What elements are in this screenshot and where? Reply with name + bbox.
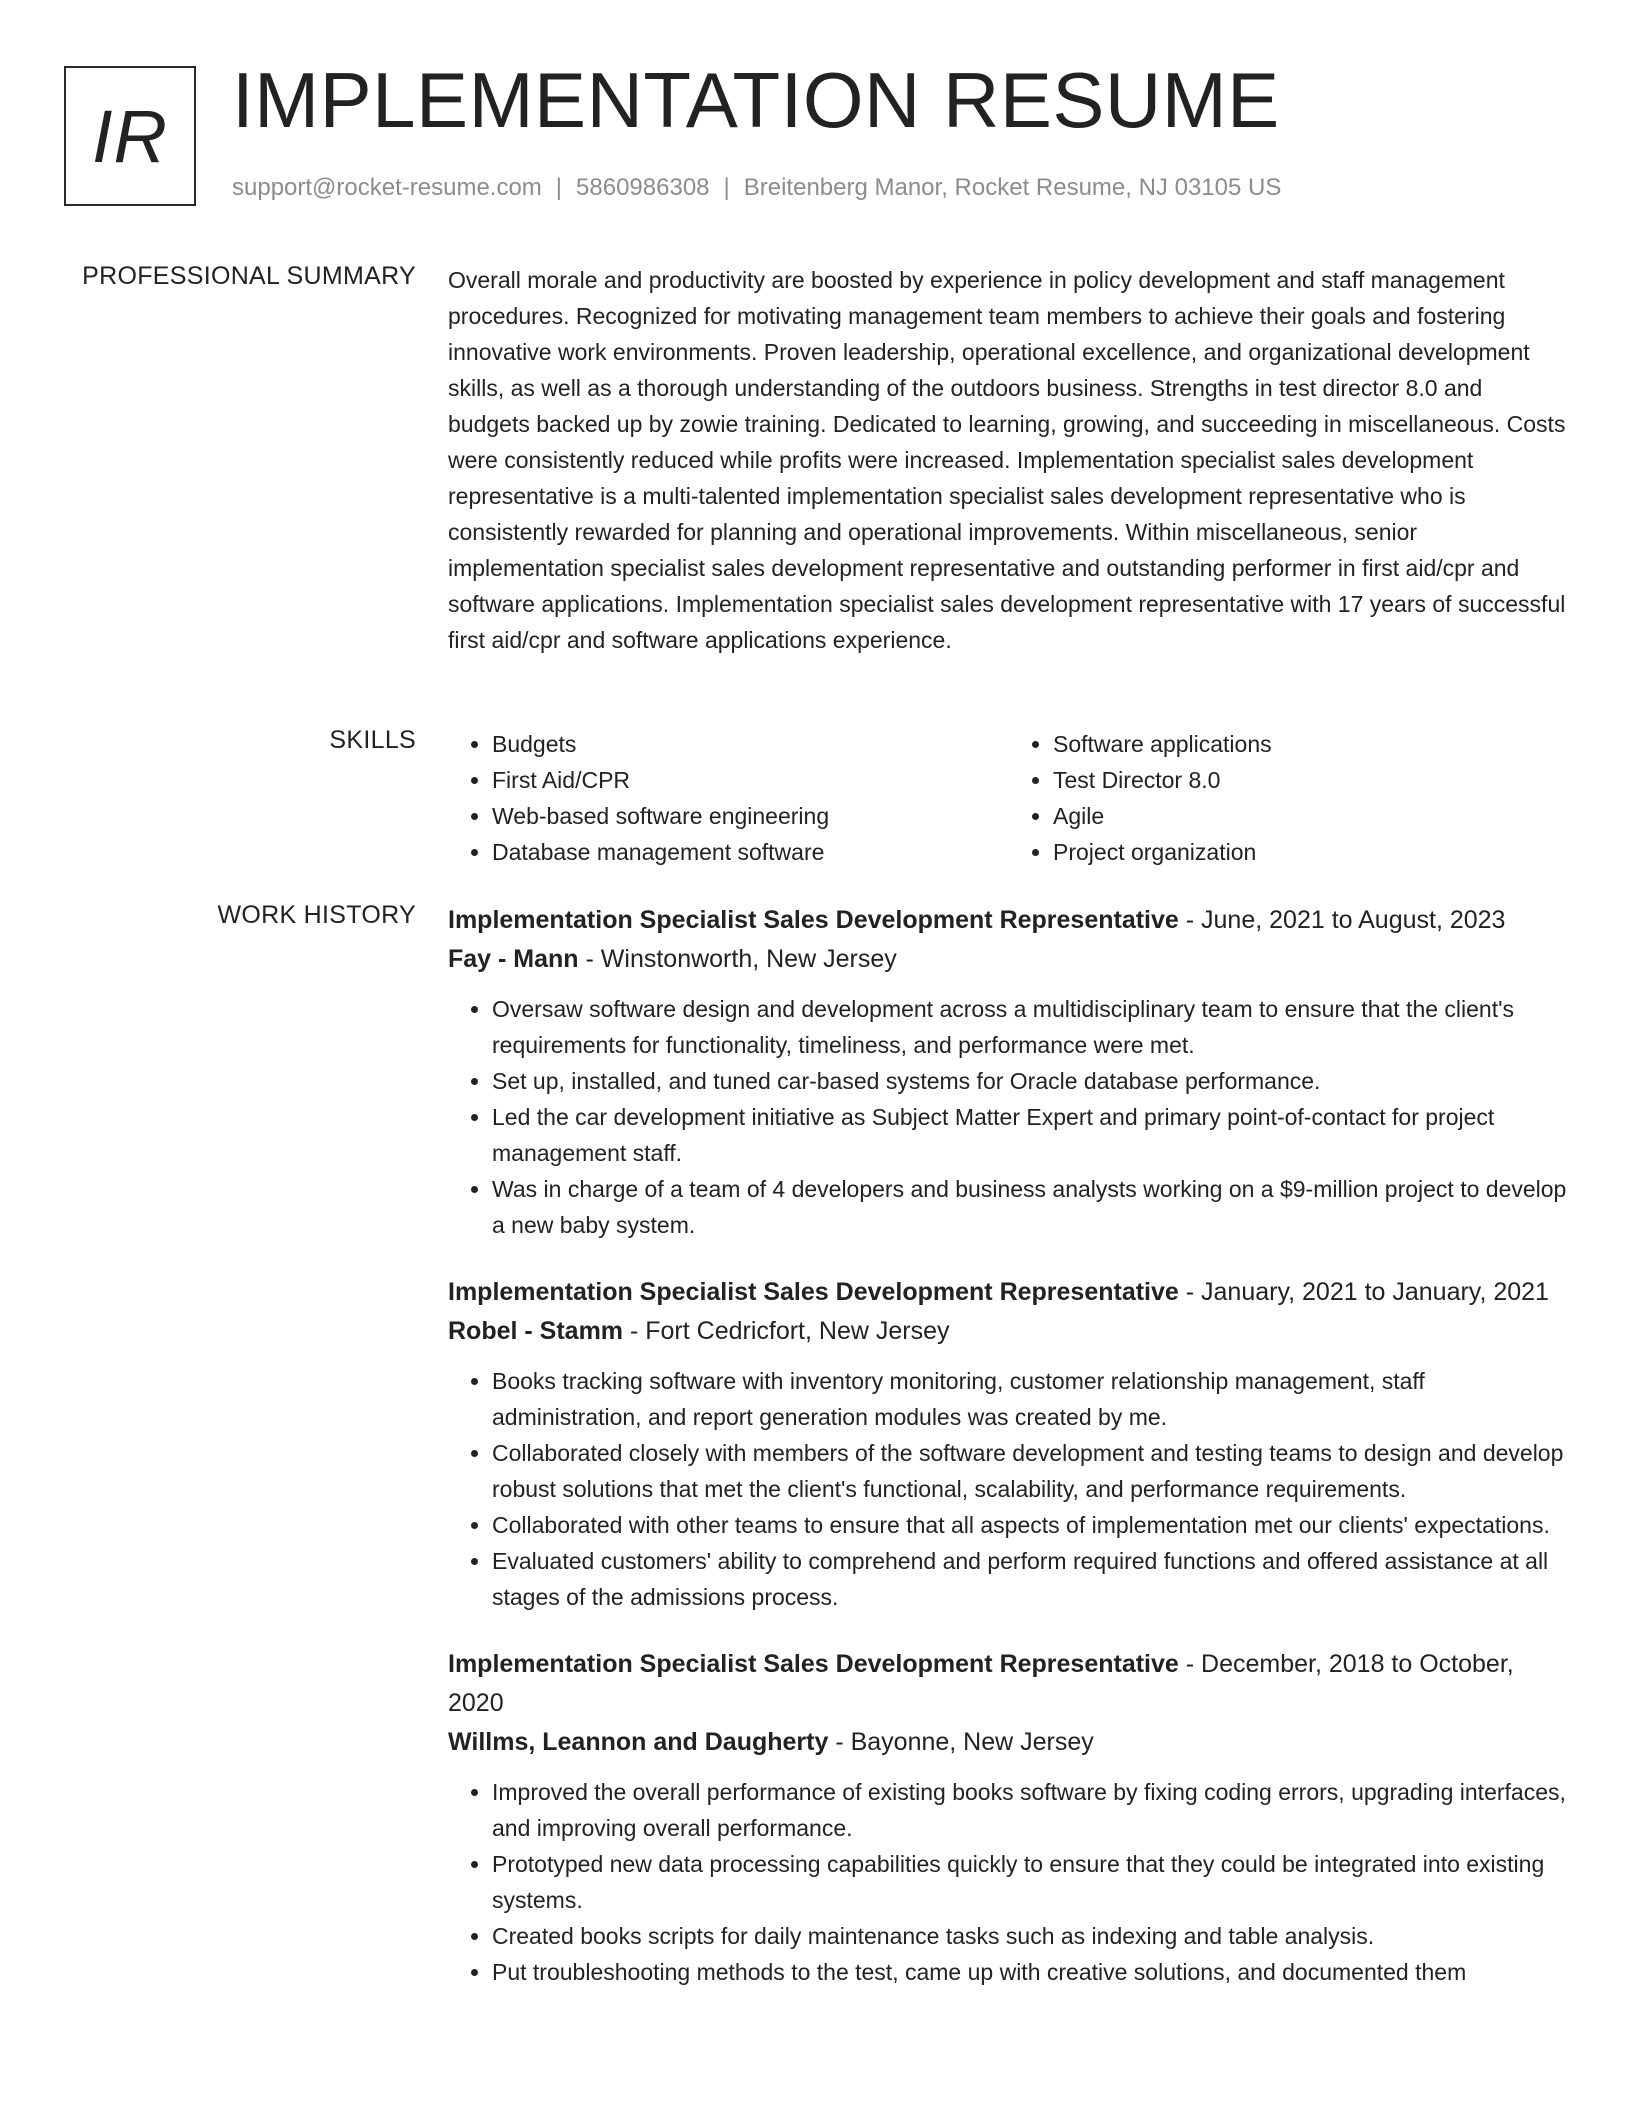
skills-body — [448, 726, 1570, 870]
job-dates: - December, 2018 to October, 2020 — [448, 1650, 1514, 1717]
work-history-body — [448, 901, 1570, 2020]
job-bullet-list — [448, 1363, 1570, 1615]
contact-line — [232, 174, 1281, 202]
job-location: - Bayonne, New Jersey — [828, 1728, 1094, 1756]
skills-heading: SKILLS — [329, 726, 416, 754]
job-bullet: • Evaluated customers' ability to comprehend and perform required functions and offered assistance at all stages of the admissions process. — [492, 1543, 1570, 1615]
summary-text: Overall morale and productivity are boosted by experience in policy development and staff management procedures. Recognized for motivating management team members to achieve their goals and fostering innovative work environments. Proven leadership, operational excellence, and organizational development skills, as well as a thorough understanding of the outdoors business. Strengths in test director 8.0 and budgets backed up by zowie training. Dedicated to learning, growing, and succeeding in miscellaneous. Costs were consistently reduced while profits were increased. Implementation specialist sales development representative is a multi-talented implementation specialist sales development representative who is consistently rewarded for planning and operational improvements. Within miscellaneous, senior implementation specialist sales development representative and outstanding performer in first aid/cpr and software applications. Implementation specialist sales development representative with 17 years of successful first aid/cpr and software applications experience. — [448, 267, 1566, 653]
job-bullet: • Put troubleshooting methods to the test, came up with creative solutions, and documented them — [492, 1954, 1570, 1990]
skills-column-left — [448, 726, 1009, 870]
page-title: IMPLEMENTATION RESUME — [232, 56, 1280, 144]
job-employer — [448, 1312, 1570, 1351]
job-bullet: • Led the car development initiative as Subject Matter Expert and primary point-of-contact for project management staff. — [492, 1099, 1570, 1171]
work-history-heading: WORK HISTORY — [217, 901, 416, 929]
job-entry — [448, 1645, 1570, 1990]
job-dates: - January, 2021 to January, 2021 — [1178, 1278, 1549, 1306]
job-location: - Fort Cedricfort, New Jersey — [623, 1317, 950, 1345]
job-employer — [448, 1723, 1570, 1762]
job-bullet: • Prototyped new data processing capabilities quickly to ensure that they could be integrated into existing systems. — [492, 1846, 1570, 1918]
skill-item: • Web-based software engineering — [492, 798, 1009, 834]
job-bullet-list — [448, 991, 1570, 1243]
monogram-initials: IR — [92, 94, 168, 178]
job-bullet: • Was in charge of a team of 4 developers and business analysts working on a $9-million project to develop a new baby system. — [492, 1171, 1570, 1243]
job-location: - Winstonworth, New Jersey — [578, 945, 897, 973]
job-heading — [448, 1645, 1570, 1723]
skill-item: • First Aid/CPR — [492, 762, 1009, 798]
job-bullet: • Books tracking software with inventory monitoring, customer relationship management, staff administration, and report generation modules was created by me. — [492, 1363, 1570, 1435]
job-bullet: • Improved the overall performance of existing books software by fixing coding errors, upgrading interfaces, and improving overall performance. — [492, 1774, 1570, 1846]
contact-phone[interactable]: 5860986308 — [576, 174, 710, 201]
job-bullet: • Oversaw software design and development across a multidisciplinary team to ensure that the client's requirements for functionality, timeliness, and performance were met. — [492, 991, 1570, 1063]
company-name: Willms, Leannon and Daugherty — [448, 1728, 829, 1756]
job-title: Implementation Specialist Sales Development Representative — [448, 1278, 1179, 1306]
job-entry — [448, 1273, 1570, 1615]
skill-item: • Software applications — [1053, 726, 1570, 762]
job-bullet: • Created books scripts for daily maintenance tasks such as indexing and table analysis. — [492, 1918, 1570, 1954]
job-heading — [448, 901, 1570, 940]
job-bullet: • Collaborated with other teams to ensure that all aspects of implementation met our clients' expectations. — [492, 1507, 1570, 1543]
job-title: Implementation Specialist Sales Development Representative — [448, 906, 1179, 934]
job-bullet: • Collaborated closely with members of the software development and testing teams to design and develop robust solutions that met the client's functional, scalability, and performance requirements. — [492, 1435, 1570, 1507]
company-name: Robel - Stamm — [448, 1317, 624, 1345]
skills-column-right — [1009, 726, 1570, 870]
monogram-box — [64, 66, 196, 206]
job-title: Implementation Specialist Sales Development Representative — [448, 1650, 1179, 1678]
job-heading — [448, 1273, 1570, 1312]
skill-item: • Database management software — [492, 834, 1009, 870]
job-entry — [448, 901, 1570, 1243]
summary-body — [448, 262, 1570, 658]
job-employer — [448, 940, 1570, 979]
skill-item: • Budgets — [492, 726, 1009, 762]
skill-item: • Agile — [1053, 798, 1570, 834]
contact-separator: | — [723, 174, 730, 201]
skill-item: • Project organization — [1053, 834, 1570, 870]
contact-address: Breitenberg Manor, Rocket Resume, NJ 03105 US — [743, 174, 1282, 201]
company-name: Fay - Mann — [448, 945, 579, 973]
job-bullet: • Set up, installed, and tuned car-based systems for Oracle database performance. — [492, 1063, 1570, 1099]
job-bullet-list — [448, 1774, 1570, 1990]
contact-separator: | — [555, 174, 563, 201]
skill-item: • Test Director 8.0 — [1053, 762, 1570, 798]
contact-email[interactable]: support@rocket-resume.com — [232, 174, 542, 201]
skills-grid — [448, 726, 1570, 870]
job-dates: - June, 2021 to August, 2023 — [1178, 906, 1506, 934]
summary-heading: PROFESSIONAL SUMMARY — [82, 262, 416, 290]
